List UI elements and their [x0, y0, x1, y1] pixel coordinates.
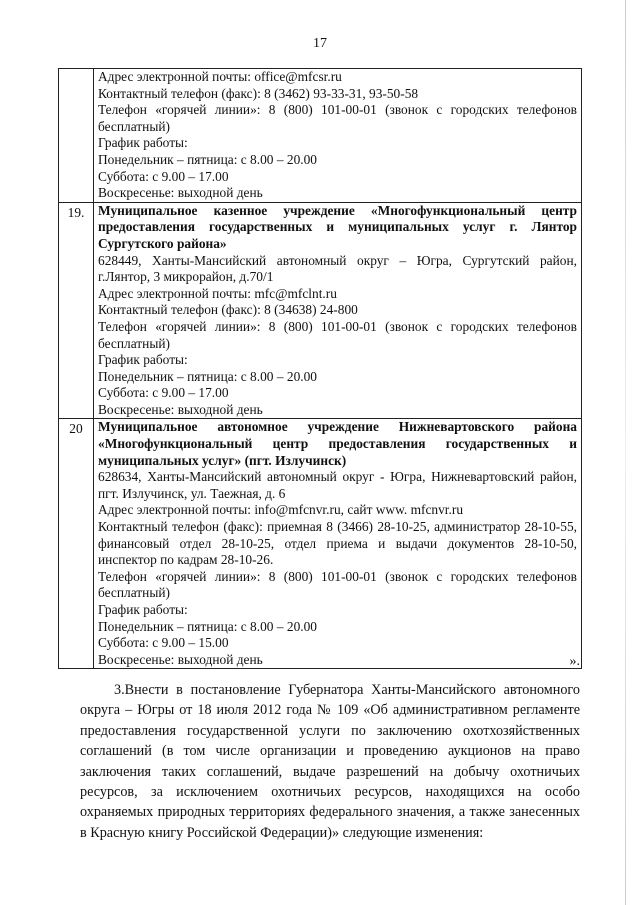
- closing-quote: ».: [569, 654, 580, 669]
- institution-title: Муниципальное казенное учреждение «Многофункциональный центр предоставления государственных и муниципальных услуг г. Лянтор Сургутского района»: [98, 202, 577, 251]
- detail-line: Понедельник – пятница: с 8.00 – 20.00: [98, 618, 318, 634]
- row-number: 20: [59, 419, 94, 669]
- detail-line: Адрес электронной почты: info@mfcnvr.ru, сайт www. mfcnvr.ru: [98, 502, 464, 518]
- institution-title: Муниципальное автономное учреждение Нижневартовского района «Многофункциональный центр предоставления государственных и муниципальных услуг» (пгт. Излучинск): [98, 419, 577, 468]
- detail-line: 628634, Ханты-Мансийский автономный округ - Югра, Нижневартовский район, пгт. Излучинск, ул. Таежная, д. 6: [98, 469, 577, 501]
- row-details: [94, 202, 582, 419]
- row-number: [59, 69, 94, 203]
- detail-line: Суббота: с 9.00 – 17.00: [98, 385, 229, 401]
- detail-line: Телефон «горячей линии»: 8 (800) 101-00-01 (звонок с городских телефонов бесплатный): [98, 568, 577, 601]
- detail-line: Понедельник – пятница: с 8.00 – 20.00: [98, 151, 318, 167]
- table-body: [59, 69, 582, 669]
- detail-line: Понедельник – пятница: с 8.00 – 20.00: [98, 368, 318, 384]
- table-row: [59, 202, 582, 419]
- detail-line: Воскресенье: выходной день: [98, 401, 263, 417]
- detail-line: Телефон «горячей линии»: 8 (800) 101-00-01 (звонок с городских телефонов бесплатный): [98, 318, 577, 351]
- detail-line: Суббота: с 9.00 – 17.00: [98, 168, 229, 184]
- detail-line: Суббота: с 9.00 – 15.00: [98, 635, 229, 651]
- detail-line: Воскресенье: выходной день: [98, 651, 263, 667]
- detail-line: Воскресенье: выходной день: [98, 185, 263, 201]
- detail-line: Телефон «горячей линии»: 8 (800) 101-00-01 (звонок с городских телефонов бесплатный): [98, 102, 577, 134]
- detail-line: Контактный телефон (факс): приемная 8 (3466) 28-10-25, администратор 28-10-55, финансовый отдел 28-10-25, отдел приема и выдачи документов 28-10-50, инспектор по кадрам 28-10-26.: [98, 519, 577, 568]
- detail-line: График работы:: [98, 135, 188, 151]
- detail-line: График работы:: [98, 352, 188, 368]
- detail-line: График работы:: [98, 602, 188, 617]
- detail-line: 628449, Ханты-Мансийский автономный округ – Югра, Сургутский район, г.Лянтор, 3 микрорайон, д.70/1: [98, 252, 577, 285]
- page-edge-shadow: [625, 0, 626, 905]
- table-row: [59, 69, 582, 203]
- page-number: 17: [313, 36, 327, 51]
- mfc-offices-table: [58, 68, 582, 669]
- detail-line: Контактный телефон (факс): 8 (34638) 24-800: [98, 302, 358, 318]
- amendment-paragraph: 3.Внести в постановление Губернатора Ханты-Мансийского автономного округа – Югры от 18 июля 2012 года № 109 «Об административном регламенте предоставления государственной услуги по заключению охотхозяйственных соглашений (в том числе организации и проведению аукционов на право заключения таких соглашений, выдаче разрешений на добычу охотничьих ресурсов, за исключением охотничьих ресурсов, находящихся на особо охраняемых природных территориях федерального значения, а также занесенных в Красную книгу Российской Федерации)» следующие изменения:: [80, 682, 580, 841]
- detail-line: Адрес электронной почты: office@mfcsr.ru: [98, 69, 342, 84]
- detail-line: Контактный телефон (факс): 8 (3462) 93-33-31, 93-50-58: [98, 85, 419, 101]
- detail-line: Адрес электронной почты: mfc@mfclnt.ru: [98, 285, 337, 301]
- row-details: [94, 419, 582, 669]
- row-details: [94, 69, 582, 203]
- row-number: 19.: [59, 202, 94, 419]
- table-row: [59, 419, 582, 669]
